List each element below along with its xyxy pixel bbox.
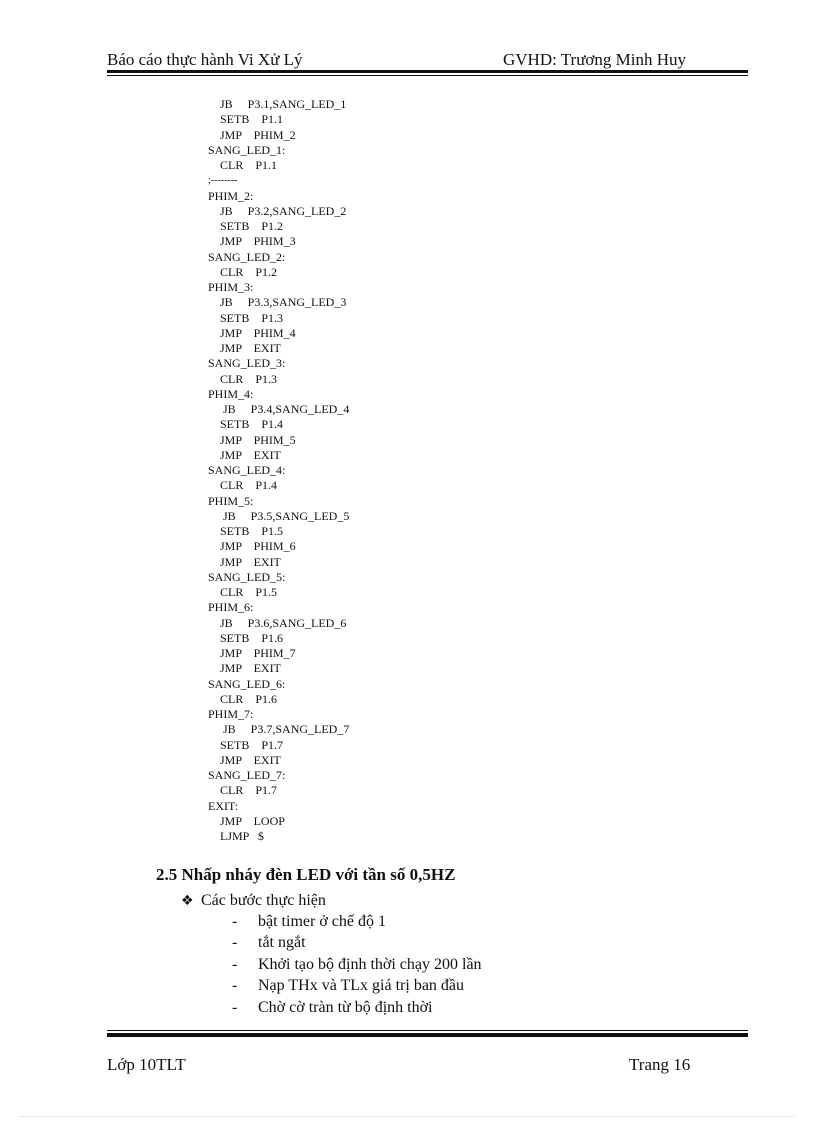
footer-page-number: Trang 16 [629,1055,691,1074]
code-line: JB P3.7,SANG_LED_7 [208,722,350,737]
header-report-title: Báo cáo thực hành Vi Xử Lý [107,50,303,69]
step-item [232,954,482,975]
step-text: Nạp THx và TLx giá trị ban đầu [258,977,465,995]
code-line: JMP EXIT [208,341,281,355]
step-text: Chờ cờ tràn từ bộ định thời [258,998,433,1016]
code-line: JMP EXIT [208,752,281,767]
steps-list [232,911,482,1018]
code-line: JMP PHIM_2 [208,127,296,142]
code-line: JB P3.1,SANG_LED_1 [208,97,347,111]
code-line: JMP PHIM_4 [208,325,296,340]
code-line: PHIM_2: [208,188,254,203]
code-line: JB P3.2,SANG_LED_2 [208,203,347,218]
code-line: SANG_LED_7: [208,768,286,782]
code-line: JB P3.3,SANG_LED_3 [208,295,347,310]
code-line: PHIM_6: [208,600,254,615]
code-line: JMP PHIM_5 [208,432,296,447]
step-item [232,997,482,1018]
code-line: SANG_LED_4: [208,463,286,477]
dash-bullet: - [232,913,238,930]
code-line: SETB P1.5 [208,524,284,538]
code-line: PHIM_3: [208,280,254,294]
code-line: SANG_LED_2: [208,249,286,264]
steps-heading-text: Các bước thực hiện [201,892,326,909]
code-line: SETB P1.4 [208,417,284,432]
code-line: PHIM_5: [208,493,254,508]
step-text: bật timer ở chế độ 1 [258,913,386,930]
step-item [232,911,482,932]
code-line: SETB P1.2 [208,219,284,233]
header-instructor: GVHD: Trương Minh Huy [503,50,687,69]
code-line: CLR P1.4 [208,478,278,493]
code-line: CLR P1.3 [208,371,278,386]
code-line: JMP EXIT [208,447,281,462]
assembly-code-block [208,97,349,844]
diamond-bullet-icon: ❖ [181,893,194,909]
step-item [232,975,482,996]
code-line: SANG_LED_5: [208,569,286,584]
footer-rule-thin [107,1030,748,1031]
code-line: PHIM_4: [208,386,254,401]
code-line: JMP EXIT [208,661,281,676]
page-edge-divider [20,1116,796,1117]
code-line: SETB P1.6 [208,630,284,645]
dash-bullet: - [232,934,238,952]
code-line: SANG_LED_1: [208,142,286,157]
header-rule-thick [107,70,748,73]
code-line: CLR P1.2 [208,264,278,279]
code-line: JMP PHIM_7 [208,646,296,660]
code-line: JMP EXIT [208,554,281,569]
code-line: JB P3.6,SANG_LED_6 [208,615,347,630]
code-line: ;-------- [208,175,238,187]
header-rule-thin [107,75,748,76]
footer-class: Lớp 10TLT [107,1055,186,1074]
dash-bullet: - [232,977,238,995]
code-line: JMP PHIM_3 [208,234,296,249]
code-line: CLR P1.5 [208,585,278,599]
code-line: JB P3.5,SANG_LED_5 [208,508,350,523]
code-line: SANG_LED_3: [208,356,286,371]
code-line: CLR P1.1 [208,158,278,172]
step-text: tắt ngắt [258,934,306,952]
code-line: LJMP $ [208,829,264,843]
code-line: JB P3.4,SANG_LED_4 [208,402,350,416]
steps-heading [181,890,326,912]
code-line: PHIM_7: [208,707,254,721]
section-title: 2.5 Nhấp nháy đèn LED với tần số 0,5HZ [156,865,456,884]
code-line: JMP PHIM_6 [208,539,296,554]
dash-bullet: - [232,955,238,973]
code-line: CLR P1.6 [208,691,278,706]
code-line: SETB P1.3 [208,310,284,325]
step-text: Khởi tạo bộ định thời chạy 200 lần [258,955,482,973]
code-line: SETB P1.7 [208,737,284,752]
code-line: SETB P1.1 [208,112,284,127]
code-line: SANG_LED_6: [208,676,286,691]
code-line: JMP LOOP [208,813,285,828]
code-line: CLR P1.7 [208,783,278,798]
dash-bullet: - [232,998,238,1016]
footer-rule-thick [107,1033,748,1037]
step-item [232,932,482,953]
code-line: EXIT: [208,798,239,813]
